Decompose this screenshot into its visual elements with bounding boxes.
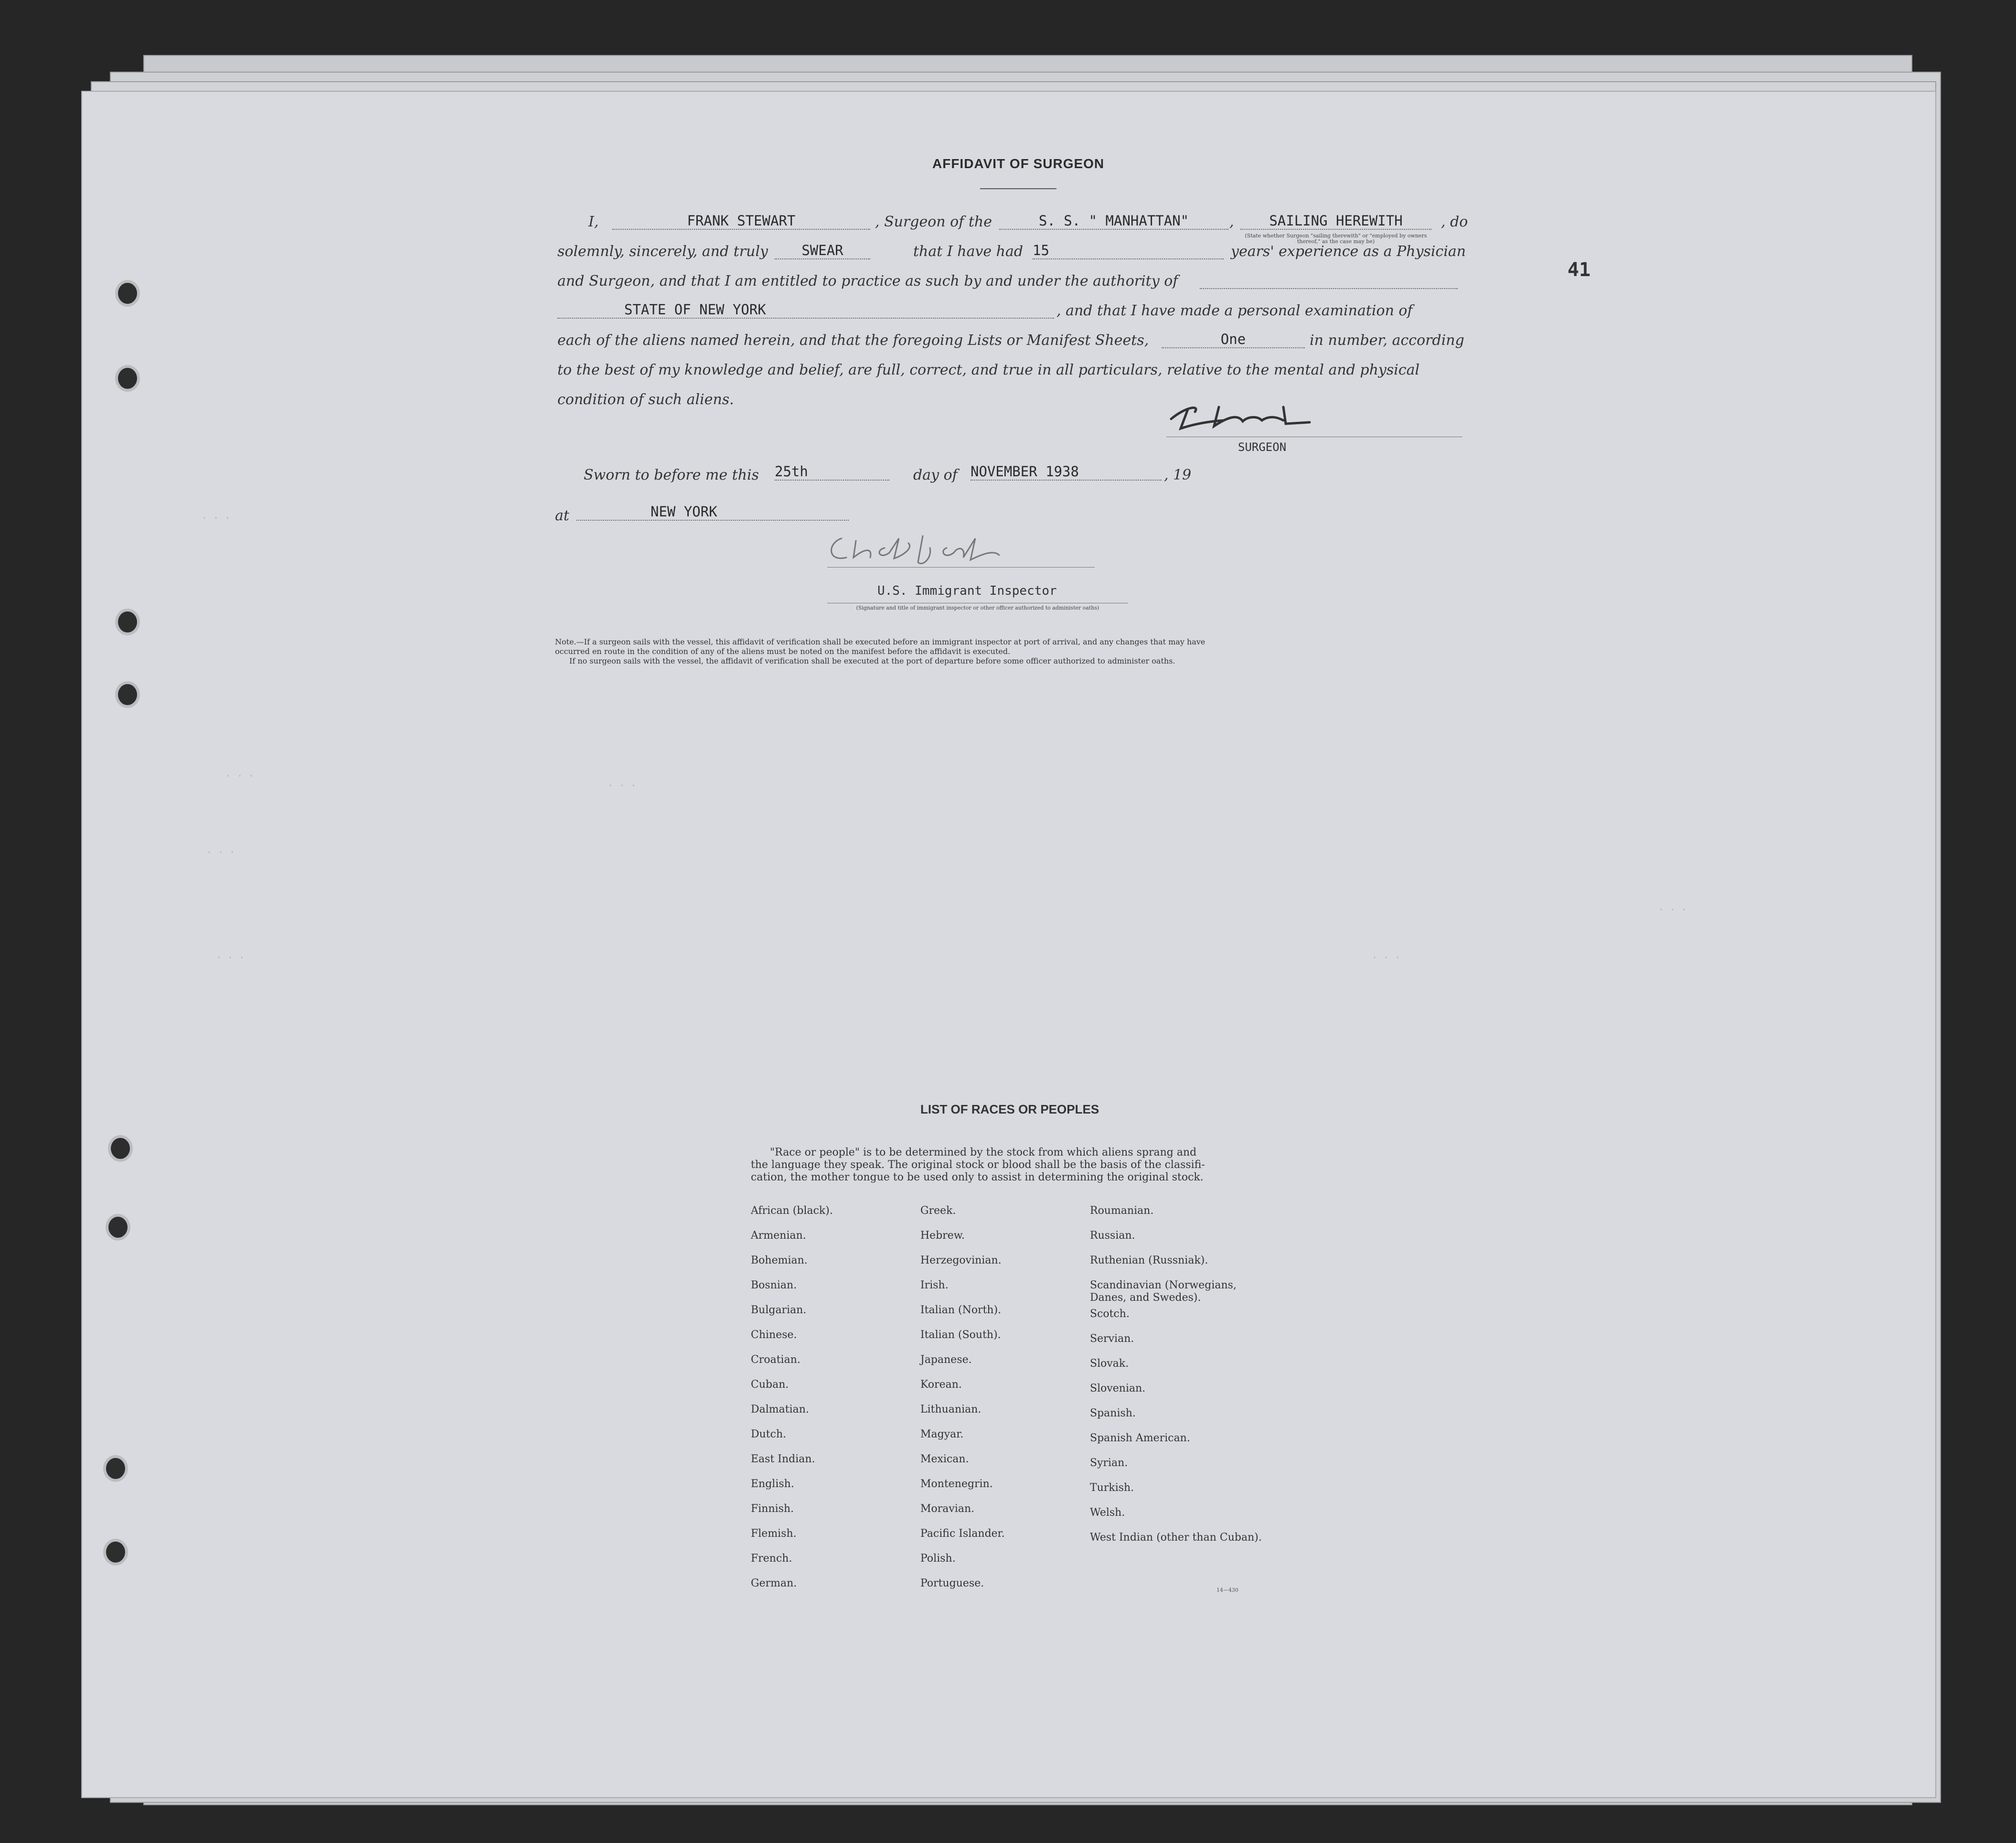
- race-item: Hebrew.: [920, 1230, 965, 1242]
- race-item: Bosnian.: [751, 1279, 797, 1291]
- surgeon-status-note: (State whether Surgeon "sailing therewith" or "employed by owners thereof," as the case may be): [1245, 233, 1427, 245]
- races-column-1: [751, 1205, 908, 1602]
- race-item: Magyar.: [920, 1428, 964, 1440]
- line2-mid: that I have had: [913, 243, 1024, 260]
- affidavit-line-7: condition of such aliens.: [557, 391, 734, 408]
- sworn-mid: day of: [913, 467, 958, 483]
- punch-hole: [106, 1542, 125, 1563]
- race-item: Greek.: [920, 1205, 956, 1217]
- race-item: Polish.: [920, 1553, 956, 1564]
- races-column-3: [1090, 1205, 1262, 1560]
- at-place-field: NEW YORK: [576, 504, 849, 521]
- affidavit-note: [555, 637, 1462, 666]
- race-item: Bohemian.: [751, 1254, 808, 1266]
- bleed-through-marks: · · ·: [608, 780, 637, 791]
- ship-name-field: S. S. " MANHATTAN": [999, 213, 1228, 230]
- race-item: Italian (North).: [920, 1304, 1002, 1316]
- licensing-authority-field: STATE OF NEW YORK: [557, 301, 1054, 319]
- page-number: 41: [1568, 259, 1591, 281]
- punch-hole: [106, 1458, 125, 1479]
- affidavit-line-1: [588, 214, 598, 230]
- bleed-through-marks: · · ·: [225, 770, 255, 782]
- affidavit-line-6: to the best of my knowledge and belief, are full, correct, and true in all particulars, relative to the mental and physical: [557, 362, 1420, 378]
- bleed-through-marks: · · ·: [206, 846, 235, 858]
- races-intro-line-2: the language they speak. The original stock or blood shall be the basis of the classifi-: [751, 1159, 1205, 1171]
- punch-hole: [118, 283, 137, 304]
- manifest-page: [81, 91, 1936, 1798]
- races-intro-line-1: "Race or people" is to be determined by the stock from which aliens sprang and: [770, 1147, 1197, 1158]
- surgeon-label: SURGEON: [1238, 440, 1287, 454]
- race-item: African (black).: [751, 1205, 833, 1217]
- line1-suffix: , do: [1441, 214, 1468, 230]
- race-item: Chinese.: [751, 1329, 797, 1341]
- race-item: Turkish.: [1090, 1482, 1134, 1494]
- race-item: West Indian (other than Cuban).: [1090, 1532, 1262, 1543]
- bleed-through-marks: · · ·: [202, 512, 231, 524]
- surgeon-status-field: SAILING HEREWITH: [1240, 213, 1431, 230]
- bleed-through-marks: · · ·: [1372, 952, 1401, 963]
- inspector-signature: [827, 529, 1047, 567]
- race-item: Dutch.: [751, 1428, 787, 1440]
- race-item: Scandinavian (Norwegians, Danes, and Swedes).: [1090, 1279, 1237, 1304]
- race-item: Pacific Islander.: [920, 1528, 1005, 1540]
- surgeon-signature: [1166, 397, 1314, 436]
- sworn-day-field: 25th: [775, 463, 889, 481]
- race-item: Dalmatian.: [751, 1404, 809, 1415]
- line3-blank: [1200, 272, 1458, 289]
- races-intro-line-3: cation, the mother tongue to be used only to assist in determining the original stock.: [751, 1171, 1204, 1183]
- race-item: East Indian.: [751, 1453, 815, 1465]
- race-item: Welsh.: [1090, 1507, 1125, 1519]
- note-line-1: Note.—If a surgeon sails with the vessel, this affidavit of verification shall be executed before an immigrant inspector at port of arrival, and any changes that may have: [555, 637, 1205, 646]
- punch-hole: [118, 611, 137, 632]
- bleed-through-marks: · · ·: [1658, 904, 1687, 915]
- form-code: 14—430: [1216, 1587, 1238, 1593]
- sworn-suffix: , 19: [1164, 467, 1192, 483]
- races-column-2: [920, 1205, 1078, 1602]
- punch-hole: [118, 684, 137, 705]
- race-item: Armenian.: [751, 1230, 806, 1242]
- race-item: Russian.: [1090, 1230, 1135, 1242]
- line1-comma: ,: [1229, 214, 1234, 230]
- race-item: Scotch.: [1090, 1308, 1130, 1320]
- line1-mid: , Surgeon of the: [875, 214, 992, 230]
- note-line-3: If no surgeon sails with the vessel, the affidavit of verification shall be executed at the port of departure before some officer authorized to administer oaths.: [569, 656, 1175, 665]
- punch-hole: [108, 1217, 128, 1238]
- affidavit-line-3: and Surgeon, and that I am entitled to practice as such by and under the authority of: [557, 273, 1178, 289]
- line2-prefix: solemnly, sincerely, and truly: [557, 243, 768, 260]
- race-item: Italian (South).: [920, 1329, 1001, 1341]
- manifest-sheets-count-field: One: [1162, 331, 1305, 348]
- bleed-through-marks: · · ·: [216, 952, 245, 963]
- race-item: Lithuanian.: [920, 1404, 981, 1415]
- race-item: Ruthenian (Russniak).: [1090, 1254, 1208, 1266]
- race-item: Mexican.: [920, 1453, 969, 1465]
- race-item: English.: [751, 1478, 794, 1490]
- years-experience-field: 15: [1033, 242, 1224, 259]
- title-underline: [980, 188, 1056, 189]
- race-item: Slovak.: [1090, 1358, 1129, 1370]
- inspector-title: U.S. Immigrant Inspector: [877, 584, 1057, 598]
- race-item: Roumanian.: [1090, 1205, 1154, 1217]
- inspector-signature-line: [827, 567, 1095, 568]
- race-item: Cuban.: [751, 1379, 789, 1391]
- race-item: Korean.: [920, 1379, 962, 1391]
- line1-prefix: I,: [588, 214, 599, 230]
- race-item: Flemish.: [751, 1528, 797, 1540]
- at-prefix: at: [555, 507, 569, 524]
- race-item: Croatian.: [751, 1354, 800, 1366]
- punch-hole: [118, 368, 137, 389]
- races-title: LIST OF RACES OR PEOPLES: [920, 1102, 1099, 1116]
- sworn-month-year-field: NOVEMBER 1938: [971, 463, 1162, 481]
- race-item: Japanese.: [920, 1354, 972, 1366]
- race-item: Montenegrin.: [920, 1478, 993, 1490]
- race-item: Syrian.: [1090, 1457, 1128, 1469]
- oath-type-field: SWEAR: [775, 242, 870, 259]
- race-item: Spanish American.: [1090, 1432, 1190, 1444]
- race-item: Herzegovinian.: [920, 1254, 1002, 1266]
- race-item: Moravian.: [920, 1503, 975, 1515]
- race-item: Spanish.: [1090, 1407, 1136, 1419]
- line5-suffix: in number, according: [1310, 332, 1464, 349]
- sworn-prefix: Sworn to before me this: [584, 467, 759, 483]
- race-item: Bulgarian.: [751, 1304, 807, 1316]
- race-item: Servian.: [1090, 1333, 1134, 1345]
- races-intro: [751, 1147, 1257, 1184]
- race-item: Finnish.: [751, 1503, 794, 1515]
- note-line-2: occurred en route in the condition of any of the aliens must be noted on the manifest before the affidavit is executed.: [555, 647, 1011, 656]
- race-item: French.: [751, 1553, 792, 1564]
- race-item: German.: [751, 1577, 797, 1589]
- race-item: Portuguese.: [920, 1577, 984, 1589]
- line5-prefix: each of the aliens named herein, and that the foregoing Lists or Manifest Sheets,: [557, 332, 1149, 349]
- punch-hole: [111, 1138, 130, 1159]
- inspector-title-note: (Signature and title of immigrant inspector or other officer authorized to administer oaths): [856, 605, 1099, 611]
- affidavit-title: AFFIDAVIT OF SURGEON: [932, 156, 1105, 171]
- surgeon-name-field: FRANK STEWART: [612, 213, 870, 230]
- race-item: Slovenian.: [1090, 1382, 1146, 1394]
- line2-suffix: years' experience as a Physician: [1231, 243, 1466, 260]
- race-item: Irish.: [920, 1279, 949, 1291]
- line4-suffix: , and that I have made a personal examination of: [1056, 302, 1413, 319]
